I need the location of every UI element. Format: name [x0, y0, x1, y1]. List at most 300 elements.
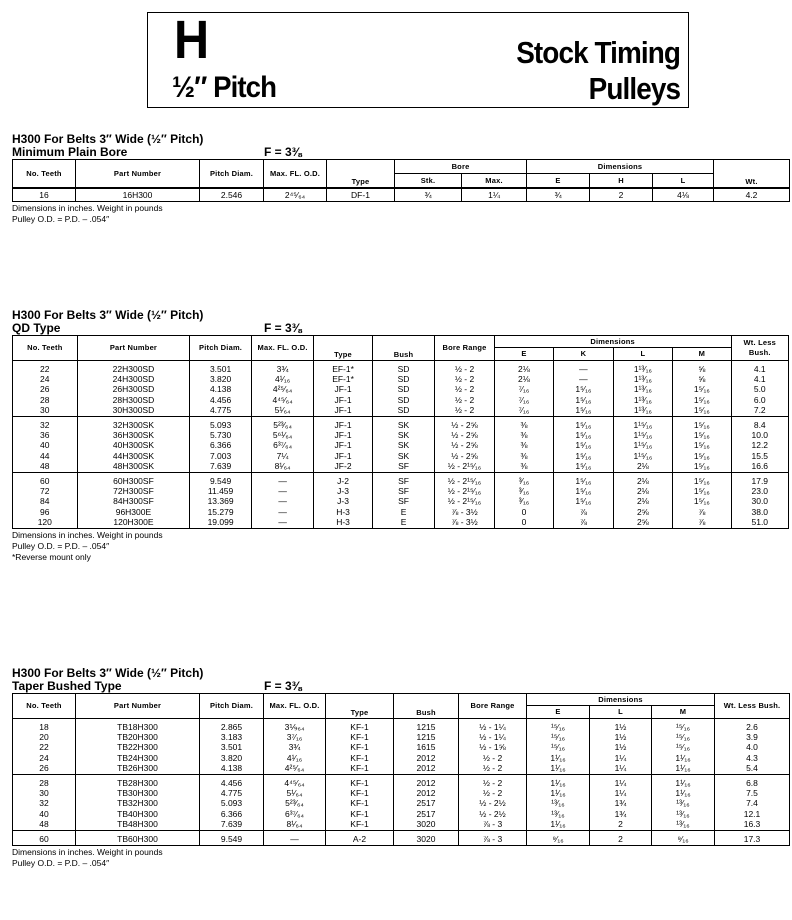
table-cell: TB18H300 — [76, 719, 200, 733]
table-cell: SD — [372, 405, 435, 417]
table-row — [13, 774, 790, 788]
spec-table — [12, 159, 790, 202]
table-cell: 30H300SD — [77, 405, 190, 417]
table-cell: KF-1 — [326, 798, 394, 808]
table-cell: KF-1 — [326, 719, 394, 733]
col-type: Type — [314, 336, 372, 361]
table-cell: — — [554, 361, 613, 375]
table-cell: 60 — [13, 472, 78, 486]
table-cell: 4¹⁄₁₆ — [251, 374, 314, 384]
table-row — [13, 809, 790, 819]
table-cell: 1½ — [590, 719, 652, 733]
table-cell: SK — [372, 440, 435, 450]
table-cell: E — [372, 506, 435, 516]
table-cell: SF — [372, 472, 435, 486]
table-cell: 8¹⁄₆₄ — [251, 461, 314, 473]
table-cell: ½ - 2¹⁵⁄₁₆ — [435, 461, 494, 473]
table-cell: 5²³⁄₆₄ — [264, 798, 326, 808]
table-cell: 3020 — [394, 819, 459, 831]
table-cell: 1⁵⁄₁₆ — [673, 440, 731, 450]
col-teeth: No. Teeth — [13, 160, 76, 189]
col-dimensions: Dimensions — [527, 160, 714, 174]
table-cell: 16.3 — [715, 819, 790, 831]
table-row — [13, 361, 789, 375]
table-cell: 1¹⁄₁₆ — [527, 763, 590, 775]
table-row — [13, 486, 789, 496]
table-cell: 1⁵⁄₁₆ — [554, 496, 613, 506]
spec-table — [12, 693, 790, 846]
table-cell: KF-1 — [326, 809, 394, 819]
table-cell: 2 — [590, 830, 652, 845]
table-row — [13, 788, 790, 798]
row-group — [13, 774, 790, 830]
table-cell: SD — [372, 384, 435, 394]
table-cell: 2⅛ — [613, 461, 672, 473]
table-cell: ½ - 2 — [459, 753, 527, 763]
table-cell: ½ - 2¹⁵⁄₁₆ — [435, 486, 494, 496]
table-cell: 4⁴⁵⁄₆₄ — [264, 774, 326, 788]
table-cell: 1¼ — [590, 788, 652, 798]
table-cell: 120H300E — [77, 517, 190, 529]
col-dimensions: Dimensions — [494, 336, 731, 348]
table-cell: 1¹⁵⁄₁₆ — [613, 440, 672, 450]
table-cell: 24 — [13, 374, 78, 384]
table-cell: 1¹⁵⁄₁₆ — [613, 430, 672, 440]
table-cell: 1½ — [590, 732, 652, 742]
col-wt: Wt. Less Bush. — [731, 336, 788, 361]
table-cell: 1¹⁄₁₆ — [527, 819, 590, 831]
table-cell: 1¹⁄₁₆ — [652, 763, 715, 775]
table-cell: 1¹⁄₁₆ — [527, 774, 590, 788]
pitch-label: ½″ Pitch — [172, 71, 277, 104]
table-cell: 40 — [13, 440, 78, 450]
table-cell: 30 — [13, 788, 76, 798]
row-group — [13, 719, 790, 775]
page-title-line2: Pulleys — [588, 71, 680, 106]
table-cell: 2012 — [394, 753, 459, 763]
table-cell: 1⁵⁄₁₆ — [554, 405, 613, 417]
table-row — [13, 405, 789, 417]
table-cell: 7¼ — [251, 451, 314, 461]
note: Dimensions in inches. Weight in pounds — [12, 203, 163, 213]
col-bore-max: Max. — [462, 174, 527, 189]
table-cell: ½ - 2½ — [459, 809, 527, 819]
table-cell: 48H300SK — [77, 461, 190, 473]
note: Pulley O.D. = P.D. – .054″ — [12, 858, 110, 869]
table-cell: 11.459 — [190, 486, 252, 496]
section-title — [12, 667, 790, 693]
table-cell: J-3 — [314, 486, 372, 496]
spec-table — [12, 335, 789, 529]
col-wt: Wt. Less Bush. — [715, 694, 790, 719]
table-cell: 5¹⁄₆₄ — [251, 405, 314, 417]
table-cell: 84H300SF — [77, 496, 190, 506]
table-cell: 5.093 — [200, 798, 264, 808]
table-cell: KF-1 — [326, 763, 394, 775]
table-cell: 5.730 — [190, 430, 252, 440]
table-cell: 44H300SK — [77, 451, 190, 461]
table-cell: 4⅛ — [653, 188, 714, 202]
table-row — [13, 506, 789, 516]
table-cell: KF-1 — [326, 819, 394, 831]
table-cell: 13.369 — [190, 496, 252, 506]
page-title-line1: Stock Timing — [516, 35, 680, 70]
table-cell: 4.456 — [190, 395, 252, 405]
table-row — [13, 798, 790, 808]
table-cell: 4.1 — [731, 374, 788, 384]
table-cell: ½ - 2¹⁵⁄₁₆ — [435, 472, 494, 486]
table-cell: ½ - 2 — [435, 374, 494, 384]
note: Dimensions in inches. Weight in pounds — [12, 529, 163, 540]
table-row — [13, 430, 789, 440]
table-cell: TB40H300 — [76, 809, 200, 819]
table-cell: 1¹⁵⁄₁₆ — [613, 416, 672, 430]
table-cell: ¹³⁄₁₆ — [527, 809, 590, 819]
table-cell: JF-1 — [314, 451, 372, 461]
section-title-line1: H300 For Belts 3″ Wide (½″ Pitch) — [12, 308, 204, 322]
table-cell: 9.549 — [190, 472, 252, 486]
col-part: Part Number — [77, 336, 190, 361]
table-cell: 15.279 — [190, 506, 252, 516]
col-pitch: Pitch Diam. — [200, 694, 264, 719]
table-cell: 4.2 — [714, 188, 790, 202]
section-letter: H — [174, 10, 208, 70]
table-notes — [12, 203, 790, 225]
col-m: M — [652, 706, 715, 719]
table-cell: A-2 — [326, 830, 394, 845]
table-cell: 2⅛ — [494, 361, 553, 375]
table-cell: ³⁄₁₆ — [494, 472, 553, 486]
table-cell: 1¼ — [462, 188, 527, 202]
table-cell: 48 — [13, 819, 76, 831]
table-cell: 32 — [13, 416, 78, 430]
table-cell: 26 — [13, 384, 78, 394]
table-cell: SK — [372, 416, 435, 430]
table-cell: 7.003 — [190, 451, 252, 461]
table-cell: ⁷⁄₁₆ — [494, 405, 553, 417]
table-cell: 1¹⁄₁₆ — [527, 753, 590, 763]
table-cell: 2.865 — [200, 719, 264, 733]
table-cell: ⅞ — [554, 506, 613, 516]
table-cell: 2⁴⁵⁄₆₄ — [264, 188, 327, 202]
table-cell: 16.6 — [731, 461, 788, 473]
table-cell: 2012 — [394, 774, 459, 788]
col-bush: Bush — [394, 694, 459, 719]
table-cell: 84 — [13, 496, 78, 506]
face-width: F = 3⅜ — [264, 321, 302, 335]
table-cell: 17.3 — [715, 830, 790, 845]
table-cell: KF-1 — [326, 788, 394, 798]
table-cell: ⅜ — [494, 440, 553, 450]
table-cell: ½ - 2 — [459, 788, 527, 798]
table-cell: 10.0 — [731, 430, 788, 440]
table-cell: 2.546 — [200, 188, 264, 202]
table-cell: ⅝ — [673, 374, 731, 384]
col-dimensions: Dimensions — [527, 694, 715, 706]
table-row — [13, 472, 789, 486]
table-cell: 1¹⁵⁄₁₆ — [613, 451, 672, 461]
table-cell: TB20H300 — [76, 732, 200, 742]
row-group — [13, 830, 790, 845]
table-cell: 60H300SF — [77, 472, 190, 486]
page-header — [147, 12, 689, 108]
table-cell: 96 — [13, 506, 78, 516]
col-part: Part Number — [76, 160, 200, 189]
table-cell: 17.9 — [731, 472, 788, 486]
table-cell: 18 — [13, 719, 76, 733]
table-cell: — — [251, 496, 314, 506]
table-cell: ³⁄₁₆ — [494, 496, 553, 506]
table-cell: ⁹⁄₁₆ — [652, 830, 715, 845]
table-cell: 1⁵⁄₁₆ — [554, 416, 613, 430]
table-cell: 7.639 — [200, 819, 264, 831]
table-cell: — — [251, 472, 314, 486]
table-row — [13, 496, 789, 506]
table-cell: 1⁵⁄₁₆ — [673, 405, 731, 417]
table-cell: 2517 — [394, 809, 459, 819]
table-cell: TB22H300 — [76, 742, 200, 752]
table-cell: 3.820 — [200, 753, 264, 763]
table-cell: ½ - 2¹⁵⁄₁₆ — [435, 496, 494, 506]
section-title-line2: Taper Bushed Type — [12, 679, 122, 693]
table-cell: 7.4 — [715, 798, 790, 808]
table-cell: SF — [372, 461, 435, 473]
table-cell: ½ - 2 — [459, 763, 527, 775]
table-cell: 2517 — [394, 798, 459, 808]
table-cell: 2 — [590, 188, 653, 202]
table-cell: ⁷⁄₁₆ — [494, 384, 553, 394]
table-cell: — — [554, 374, 613, 384]
table-cell: 2⅝ — [613, 517, 672, 529]
table-cell: 22 — [13, 361, 78, 375]
table-cell: 1¹⁄₁₆ — [652, 774, 715, 788]
table-row — [13, 440, 789, 450]
table-cell: ⅞ - 3½ — [435, 517, 494, 529]
table-cell: 48 — [13, 461, 78, 473]
table-cell: 40H300SK — [77, 440, 190, 450]
table-cell: 1¾ — [590, 798, 652, 808]
table-cell: 96H300E — [77, 506, 190, 516]
table-cell: ½ - 2⅝ — [435, 451, 494, 461]
table-cell: 2012 — [394, 763, 459, 775]
table-cell: 32 — [13, 798, 76, 808]
table-cell: 9.549 — [200, 830, 264, 845]
table-cell: 0 — [494, 506, 553, 516]
table-cell: 20 — [13, 732, 76, 742]
table-cell: 2.6 — [715, 719, 790, 733]
col-l: L — [653, 174, 714, 189]
table-cell: 1⁵⁄₁₆ — [554, 395, 613, 405]
table-cell: 1½ — [590, 742, 652, 752]
table-cell: 3.9 — [715, 732, 790, 742]
note: Pulley O.D. = P.D. – .054″ — [12, 214, 110, 224]
table-cell: ⅞ - 3 — [459, 830, 527, 845]
col-stk: Stk. — [395, 174, 462, 189]
section-title-line2: Minimum Plain Bore — [12, 145, 128, 159]
table-notes — [12, 847, 790, 869]
table-cell: 1615 — [394, 742, 459, 752]
table-row — [13, 830, 790, 845]
table-cell: 1¹³⁄₁₆ — [613, 405, 672, 417]
table-cell: 2012 — [394, 788, 459, 798]
table-cell: JF-1 — [314, 430, 372, 440]
col-teeth: No. Teeth — [13, 336, 78, 361]
col-wt: Wt. — [714, 160, 790, 189]
col-part: Part Number — [76, 694, 200, 719]
table-cell: 1215 — [394, 719, 459, 733]
table-cell: 1¹³⁄₁₆ — [613, 395, 672, 405]
col-type: Type — [326, 694, 394, 719]
table-notes — [12, 530, 790, 563]
table-cell: 26H300SD — [77, 384, 190, 394]
table-cell: ⁷⁄₁₆ — [494, 395, 553, 405]
table-cell: ¹⁵⁄₁₆ — [652, 732, 715, 742]
table-cell: SD — [372, 374, 435, 384]
table-row — [13, 742, 790, 752]
table-cell: ⅜ — [494, 451, 553, 461]
table-row — [13, 763, 790, 775]
table-cell: 1⁵⁄₁₆ — [673, 384, 731, 394]
table-cell: SK — [372, 430, 435, 440]
col-e: E — [494, 348, 553, 361]
table-cell: 5¹⁄₆₄ — [264, 788, 326, 798]
table-cell: SK — [372, 451, 435, 461]
col-bore-range: Bore Range — [435, 336, 494, 361]
table-cell: 1⁵⁄₁₆ — [673, 395, 731, 405]
table-cell: ⁹⁄₁₆ — [527, 830, 590, 845]
table-cell: ³⁄₁₆ — [494, 486, 553, 496]
table-cell: ¹³⁄₁₆ — [652, 798, 715, 808]
table-cell: ¹⁵⁄₁₆ — [652, 719, 715, 733]
table-cell: 1¼ — [590, 763, 652, 775]
col-bush: Bush — [372, 336, 435, 361]
table-cell: ¾ — [395, 188, 462, 202]
table-cell: 5²³⁄₆₄ — [251, 416, 314, 430]
table-cell: 28 — [13, 395, 78, 405]
table-cell: 1¼ — [590, 753, 652, 763]
table-cell: ⅜ — [494, 430, 553, 440]
table-cell: JF-1 — [314, 416, 372, 430]
table-cell: 3.501 — [200, 742, 264, 752]
table-cell: 1¾ — [590, 809, 652, 819]
table-cell: ½ - 2½ — [459, 798, 527, 808]
table-cell: 6.366 — [190, 440, 252, 450]
table-cell: 2 — [590, 819, 652, 831]
table-cell: 44 — [13, 451, 78, 461]
table-cell: 3.820 — [190, 374, 252, 384]
table-cell: KF-1 — [326, 742, 394, 752]
table-cell: 1¹³⁄₁₆ — [613, 384, 672, 394]
table-cell: ⅝ — [673, 361, 731, 375]
table-cell: 72H300SF — [77, 486, 190, 496]
table-cell: 60 — [13, 830, 76, 845]
table-cell: 51.0 — [731, 517, 788, 529]
table-cell: 7.2 — [731, 405, 788, 417]
table-cell: 5.0 — [731, 384, 788, 394]
table-row — [13, 819, 790, 831]
table-cell: ½ - 2 — [435, 384, 494, 394]
table-cell: 24 — [13, 753, 76, 763]
table-cell: 0 — [494, 517, 553, 529]
table-cell: 4.1 — [731, 361, 788, 375]
table-cell: JF-1 — [314, 384, 372, 394]
table-cell: 6³⁷⁄₆₄ — [264, 809, 326, 819]
table-cell: J-2 — [314, 472, 372, 486]
table-cell: ⅜ — [494, 461, 553, 473]
table-cell: 1⁵⁄₁₆ — [554, 451, 613, 461]
col-k: K — [554, 348, 613, 361]
table-cell: 8.4 — [731, 416, 788, 430]
table-cell: EF-1* — [314, 374, 372, 384]
table-cell: 1¹⁄₁₆ — [652, 788, 715, 798]
table-cell: 16H300 — [76, 188, 200, 202]
table-cell: ¹⁵⁄₁₆ — [527, 742, 590, 752]
table-cell: ⅞ - 3½ — [435, 506, 494, 516]
table-cell: 6.8 — [715, 774, 790, 788]
table-cell: 36H300SK — [77, 430, 190, 440]
col-max-od: Max. FL. O.D. — [264, 694, 326, 719]
table-cell: 30 — [13, 405, 78, 417]
table-cell: 1⁵⁄₁₆ — [554, 440, 613, 450]
table-cell: TB60H300 — [76, 830, 200, 845]
table-cell: — — [251, 517, 314, 529]
table-cell: 5.4 — [715, 763, 790, 775]
table-cell: ¹³⁄₁₆ — [652, 819, 715, 831]
table-cell: 8¹⁄₆₄ — [264, 819, 326, 831]
page-title — [516, 35, 680, 107]
col-l: L — [613, 348, 672, 361]
table-cell: SD — [372, 361, 435, 375]
table-cell: 7.639 — [190, 461, 252, 473]
table-cell: KF-1 — [326, 753, 394, 763]
table-cell: ⅞ — [673, 517, 731, 529]
col-bore-range: Bore Range — [459, 694, 527, 719]
col-bore: Bore — [395, 160, 527, 174]
table-cell: 3¾ — [251, 361, 314, 375]
table-cell: 1⁵⁄₁₆ — [673, 496, 731, 506]
table-cell: ½ - 1⅝ — [459, 742, 527, 752]
table-cell: TB28H300 — [76, 774, 200, 788]
table-cell: 19.099 — [190, 517, 252, 529]
table-cell: 1⁵⁄₁₆ — [673, 430, 731, 440]
note: Pulley O.D. = P.D. – .054″ — [12, 540, 110, 551]
face-width: F = 3⅜ — [264, 145, 302, 159]
col-l: L — [590, 706, 652, 719]
table-cell: JF-2 — [314, 461, 372, 473]
table-cell: TB32H300 — [76, 798, 200, 808]
table-cell: ¹⁵⁄₁₆ — [652, 742, 715, 752]
section-qd-type — [12, 309, 790, 563]
table-row — [13, 461, 789, 473]
table-cell: KF-1 — [326, 732, 394, 742]
table-cell: 28 — [13, 774, 76, 788]
table-cell: 3⅑₆₄ — [264, 719, 326, 733]
section-title — [12, 133, 790, 159]
table-row — [13, 395, 789, 405]
face-width: F = 3⅜ — [264, 679, 302, 693]
table-cell: 3⁷⁄₁₆ — [264, 732, 326, 742]
table-cell: 4.3 — [715, 753, 790, 763]
table-cell: 32H300SK — [77, 416, 190, 430]
table-cell: ⅜ — [494, 416, 553, 430]
table-cell: H-3 — [314, 506, 372, 516]
table-cell: 4.0 — [715, 742, 790, 752]
table-cell: SF — [372, 496, 435, 506]
table-cell: 1¹³⁄₁₆ — [613, 374, 672, 384]
table-cell: 2⅛ — [494, 374, 553, 384]
col-h: H — [590, 174, 653, 189]
table-cell: JF-1 — [314, 405, 372, 417]
